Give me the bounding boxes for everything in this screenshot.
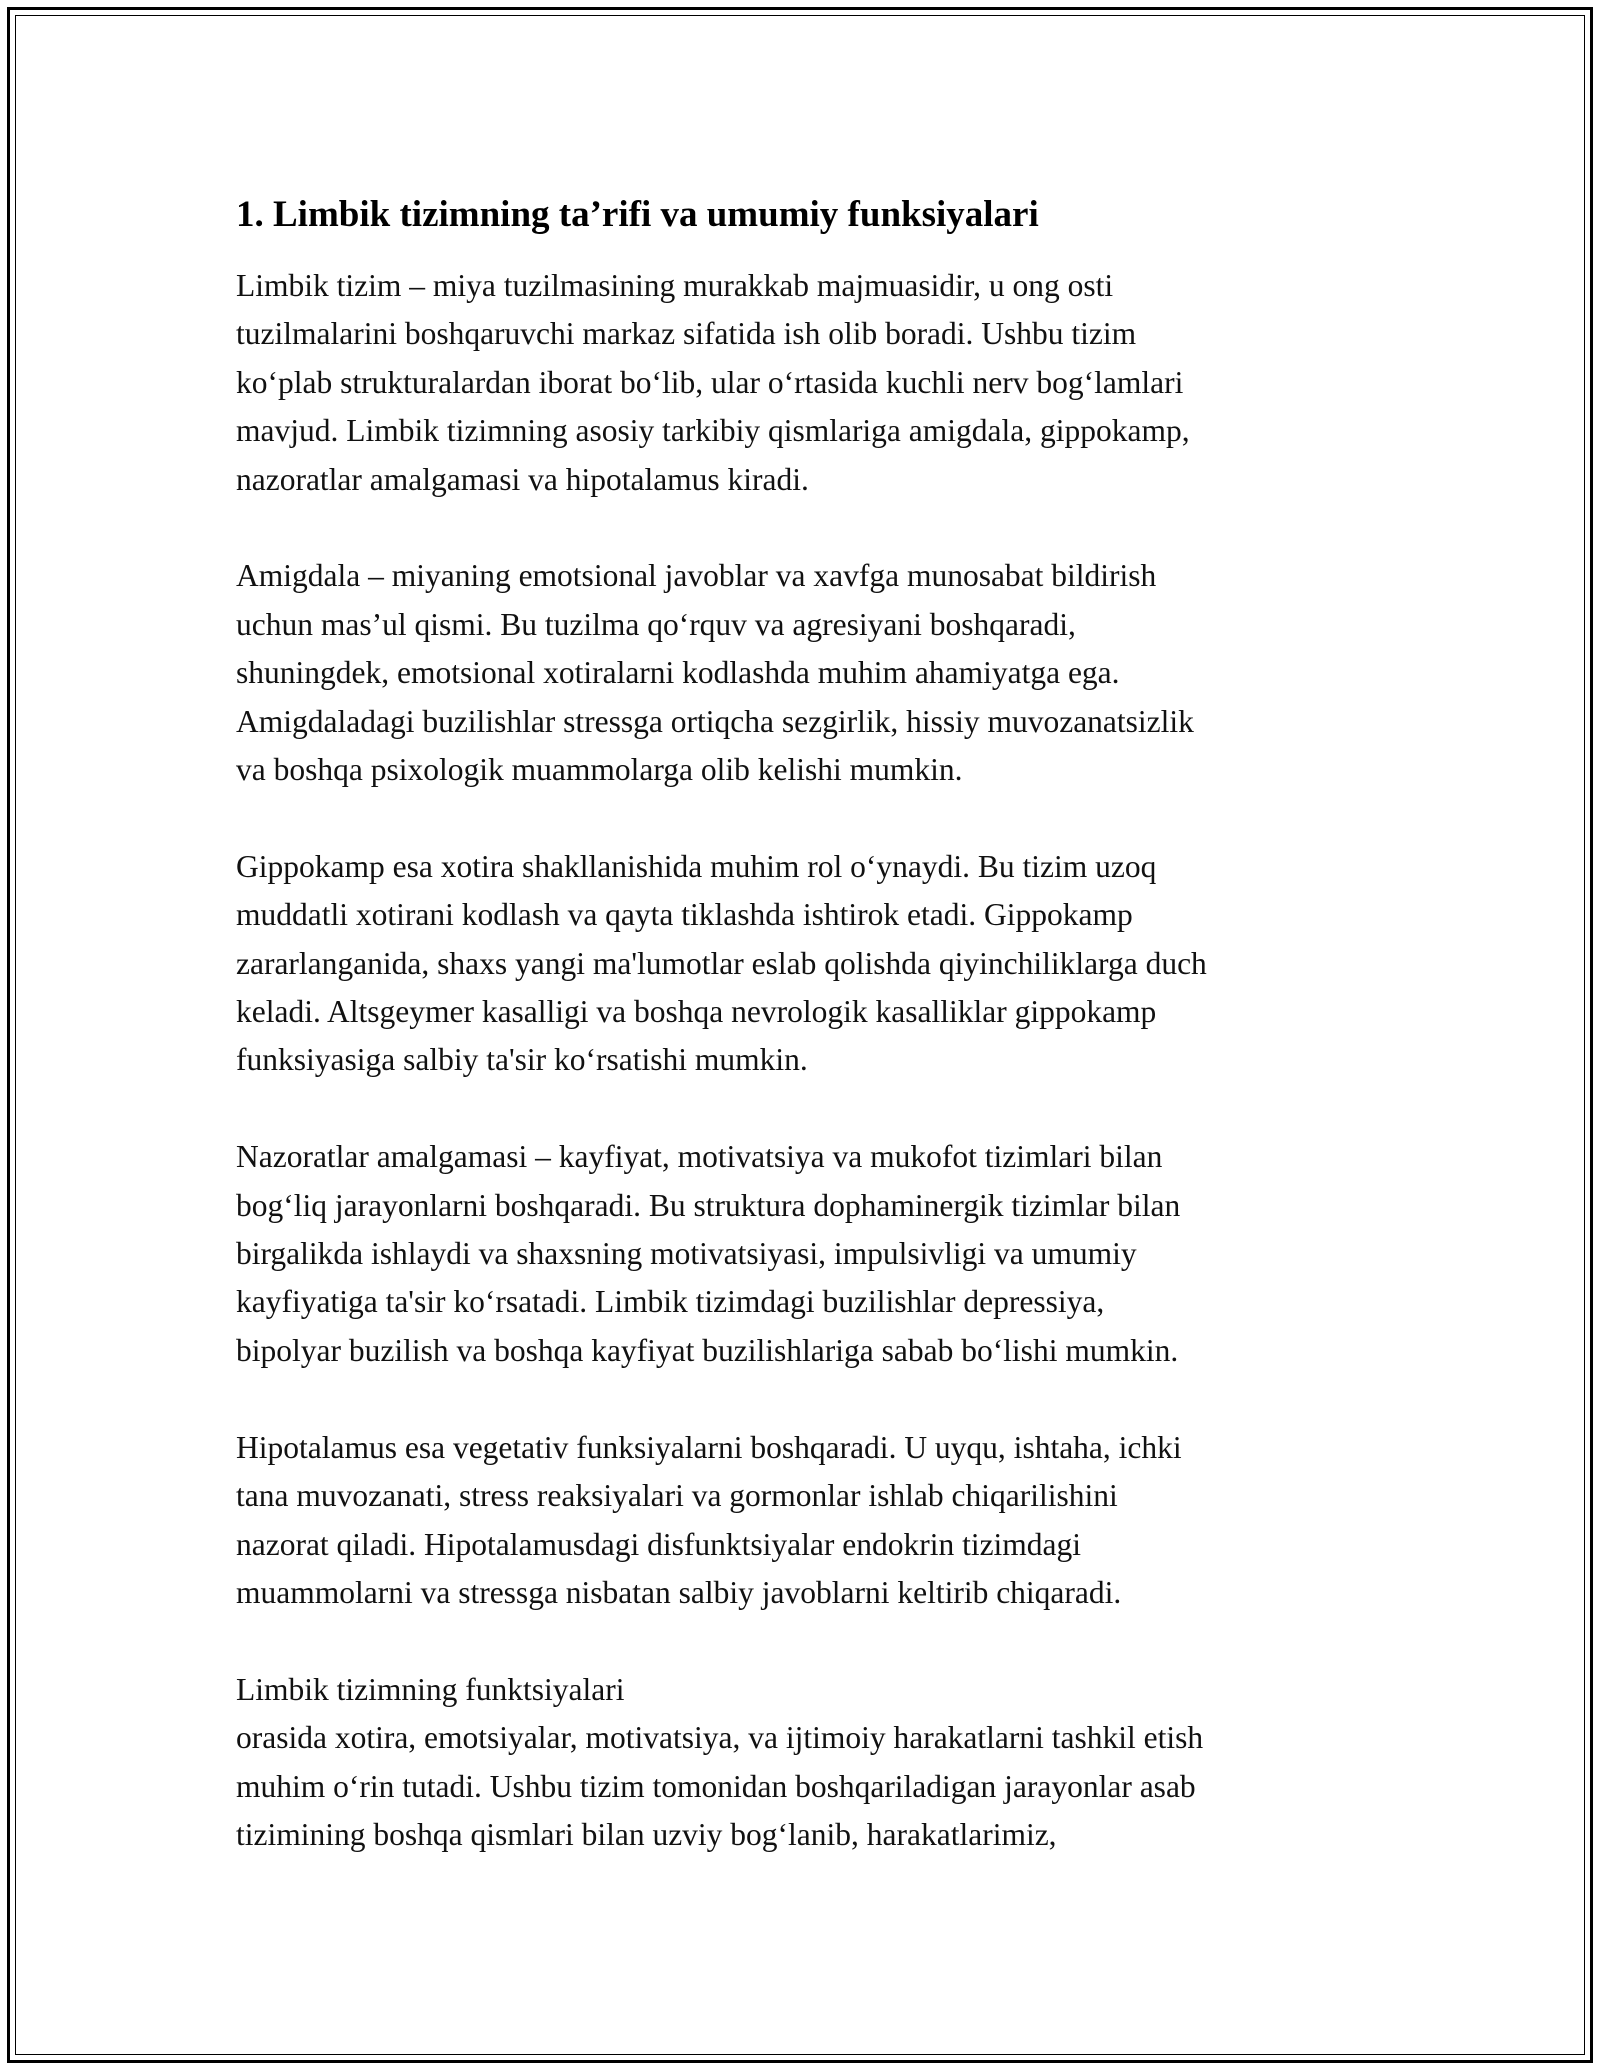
section-heading: 1. Limbik tizimning ta’rifi va umumiy funksiyalari: [236, 194, 1039, 235]
text-line: muammolarni va stressga nisbatan salbiy javoblarni keltirib chiqaradi.: [236, 1574, 1122, 1610]
text-line: ko‘plab strukturalardan iborat bo‘lib, ular o‘rtasida kuchli nerv bog‘lamlari: [236, 364, 1184, 400]
text-line: va boshqa psixologik muammolarga olib kelishi mumkin.: [236, 752, 963, 788]
text-line: Amigdala – miyaning emotsional javoblar va xavfga munosabat bildirish: [236, 558, 1157, 594]
text-line: bog‘liq jarayonlarni boshqaradi. Bu struktura dophaminergik tizimlar bilan: [236, 1187, 1181, 1223]
text-line: Limbik tizimning funktsiyalari: [236, 1671, 625, 1707]
text-line: tuzilmalarini boshqaruvchi markaz sifatida ish olib boradi. Ushbu tizim: [236, 316, 1137, 352]
text-line: tana muvozanati, stress reaksiyalari va gormonlar ishlab chiqarilishini: [236, 1478, 1118, 1514]
paragraph-amigdala: [236, 552, 1376, 794]
text-line: funksiyasiga salbiy ta'sir ko‘rsatishi mumkin.: [236, 1042, 808, 1078]
document-body: [236, 188, 1376, 1859]
text-line: nazoratlar amalgamasi va hipotalamus kiradi.: [236, 461, 809, 497]
text-line: Nazoratlar amalgamasi – kayfiyat, motivatsiya va mukofot tizimlari bilan: [236, 1139, 1163, 1175]
text-line: Gippokamp esa xotira shakllanishida muhim rol o‘ynaydi. Bu tizim uzoq: [236, 848, 1157, 884]
paragraph-gippokamp: [236, 843, 1376, 1085]
text-line: nazorat qiladi. Hipotalamusdagi disfunktsiyalar endokrin tizimdagi: [236, 1526, 1082, 1562]
text-line: tizimining boshqa qismlari bilan uzviy bog‘lanib, harakatlarimiz,: [236, 1816, 1057, 1852]
text-line: muddatli xotirani kodlash va qayta tiklashda ishtirok etadi. Gippokamp: [236, 897, 1133, 933]
text-line: bipolyar buzilish va boshqa kayfiyat buzilishlariga sabab bo‘lishi mumkin.: [236, 1332, 1179, 1368]
text-line: Limbik tizim – miya tuzilmasining murakkab majmuasidir, u ong osti: [236, 268, 1114, 303]
paragraph-nazoratlar-amalgamasi: [236, 1133, 1376, 1375]
text-line: Amigdaladagi buzilishlar stressga ortiqcha sezgirlik, hissiy muvozanatsizlik: [236, 703, 1194, 739]
text-line: Hipotalamus esa vegetativ funksiyalarni boshqaradi. U uyqu, ishtaha, ichki: [236, 1429, 1182, 1465]
text-line: birgalikda ishlaydi va shaxsning motivatsiyasi, impulsivligi va umumiy: [236, 1236, 1137, 1272]
text-line: keladi. Altsgeymer kasalligi va boshqa nevrologik kasalliklar gippokamp: [236, 994, 1157, 1030]
text-line: kayfiyatiga ta'sir ko‘rsatadi. Limbik tizimdagi buzilishlar depressiya,: [236, 1284, 1105, 1320]
paragraph-hipotalamus: [236, 1424, 1376, 1618]
text-line: mavjud. Limbik tizimning asosiy tarkibiy qismlariga amigdala, gippokamp,: [236, 413, 1190, 449]
text-line: muhim o‘rin tutadi. Ushbu tizim tomonidan boshqariladigan jarayonlar asab: [236, 1768, 1196, 1804]
text-line: uchun mas’ul qismi. Bu tuzilma qo‘rquv va agresiyani boshqaradi,: [236, 606, 1076, 642]
text-line: zararlanganida, shaxs yangi ma'lumotlar eslab qolishda qiyinchiliklarga duch: [236, 945, 1207, 981]
text-line: shuningdek, emotsional xotiralarni kodlashda muhim ahamiyatga ega.: [236, 655, 1120, 691]
paragraph-limbik-tizim: [236, 262, 1376, 504]
text-line: orasida xotira, emotsiyalar, motivatsiya, va ijtimoiy harakatlarni tashkil etish: [236, 1720, 1204, 1756]
paragraph-funktsiyalari: [236, 1666, 1376, 1860]
